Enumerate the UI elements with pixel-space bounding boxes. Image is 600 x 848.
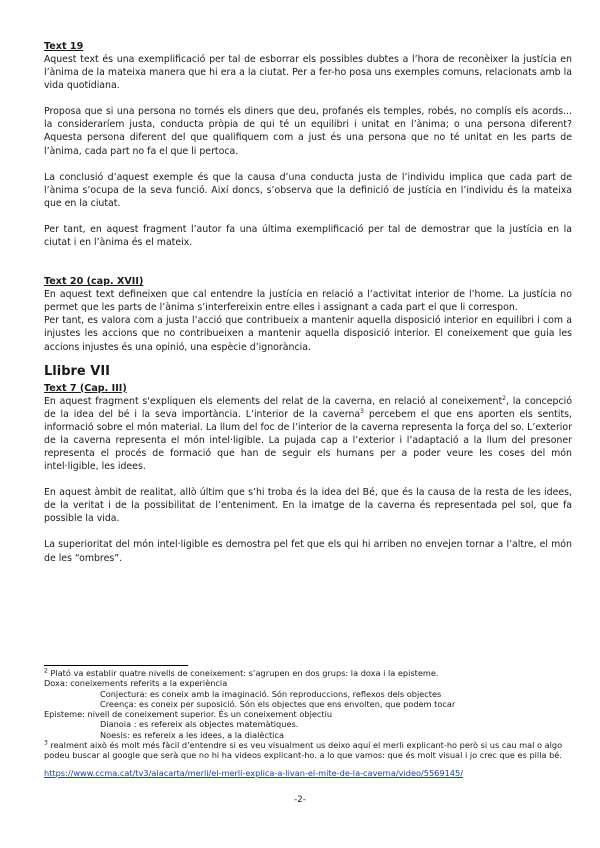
footnote-ref-2[interactable]: 2 bbox=[502, 394, 506, 402]
text-7-heading: Text 7 (Cap. III) bbox=[44, 382, 127, 394]
text-19-paragraph-3: La conclusió d’aquest exemple és que la causa d’una conducta justa de l’individu implica que cada part de l’ànima s’ocupa de la seva funció. Així doncs, s’observa que la definició de justícia en l’individu és la mateixa que en la ciutat. bbox=[44, 171, 572, 209]
footnote-noesis: Noesis: es refereix a les idees, a la dialèctica bbox=[100, 729, 284, 740]
footnotes bbox=[44, 665, 572, 780]
text-19-heading: Text 19 bbox=[44, 41, 84, 52]
video-link[interactable]: https://www.ccma.cat/tv3/alacarta/merli/el-merli-explica-a-livan-el-mite-de-la-caverna/video/5569145/ bbox=[44, 767, 463, 778]
footnote-dianoia: Dianoia : es refereix als objectes matemàtiques. bbox=[100, 719, 299, 730]
text-20-paragraph-2: Per tant, es valora com a justa l’acció que contribueix a mantenir aquella disposició interior en equilibri i com a injustes les accions que no contribueixen a mantenir aquella disposició interior. El coneixement que guia les accions injustes és una opinió, una espècie d’ignorància. bbox=[44, 315, 572, 353]
book-heading: Llibre VII bbox=[44, 363, 110, 379]
text-20-heading: Text 20 (cap. XVII) bbox=[44, 276, 144, 288]
text-20-paragraph-1: En aquest text defineixen que cal entendre la justícia en relació a l’activitat interior de l’home. La justícia no permet que les parts de l’ànima s’interfereixin entre elles i assignant a cada part el que li correspon. bbox=[44, 289, 572, 314]
footnote-creenca: Creença: es coneix per suposició. Són els objectes que ens envolten, que podem tocar bbox=[100, 698, 456, 709]
footnote-2: $^2$ Plató va establir quatre nivells de coneixement: s’agrupen en dos grups: la doxa i la episteme. bbox=[44, 667, 439, 678]
text-19-paragraph-4: Per tant, en aquest fragment l’autor fa una última exemplificació per tal de demostrar que la justícia en la ciutat i en l’ànima és el mateix. bbox=[44, 223, 572, 249]
footnote-separator bbox=[44, 665, 188, 666]
text-7-paragraph-3: La superioritat del món intel·ligible es demostra pel fet que els qui hi arriben no envejen tornar a l’altre, el món de les “ombres”. bbox=[44, 539, 572, 564]
text-7-paragraph-2: En aquest àmbit de realitat, allò últim que s’hi troba és la idea del Bé, que és la causa de la resta de les idees, de la veritat i de la possibilitat de l’enteniment. En la imatge de la caverna és representada pel sol, que fa possible la vida. bbox=[44, 487, 572, 525]
footnote-3: $^3$ realment això és molt més fàcil d’entendre si es veu visualment us deixo aquí el merli explicant-ho però si us cau mal o algo podeu buscar al google que serà que no hi ha videos explicant-ho. a lo que vamos: que és molt visual i jo crec que es pilla bé. bbox=[44, 739, 563, 761]
page-number: -2- bbox=[294, 795, 306, 805]
text-19-paragraph-1: Aquest text és una exemplificació per tal de esborrar els possibles dubtes a l’hora de reconèixer la justícia en l’ànima de la mateixa manera que hi era a la ciutat. Per a fer-ho posa uns exemples comuns, relacionats amb la vida quotidiana. bbox=[44, 54, 572, 92]
text-7-paragraph-1: En aquest fragment s'expliquen els elements del relat de la caverna, en relació al coneixement$^2$, la concepció de la idea del bé i la seva importància. L’interior de la caverna$^3$ percebem el que ens aporten els sentits, informació sobre el món material. La llum del foc de l’interior de la caverna representa la força del so. L’exterior de la caverna representa el món intel·ligible. La pujada cap a l’exterior i l’adaptació a la llum del presoner representa el procés de formació que han de seguir els humans per a poder veure les coses del món intel·ligible, les idees. bbox=[44, 394, 572, 473]
text-19-paragraph-2: Proposa que si una persona no tornés els diners que deu, profanés els temples, robés, no complís els acords... la consideraríem justa, conducta pròpia de qui té un equilibri i unitat en l’ànima; o una persona diferent? Aquesta persona diferent del que qualifiquem com a just és una persona que no té unitat en les parts de l’ànima, cada part no fa el que li pertoca. bbox=[44, 106, 572, 157]
footnote-doxa: Doxa: coneixements referits a la experiència bbox=[44, 678, 228, 689]
footnote-conjectura: Conjectura: es coneix amb la imaginació. Són reproduccions, reflexos dels objectes bbox=[100, 688, 442, 699]
footnote-episteme: Episteme: nivell de coneixement superior. És un coneixement objectiu bbox=[44, 709, 333, 720]
footnote-ref-3[interactable]: 3 bbox=[360, 407, 364, 415]
page-body bbox=[44, 40, 572, 565]
